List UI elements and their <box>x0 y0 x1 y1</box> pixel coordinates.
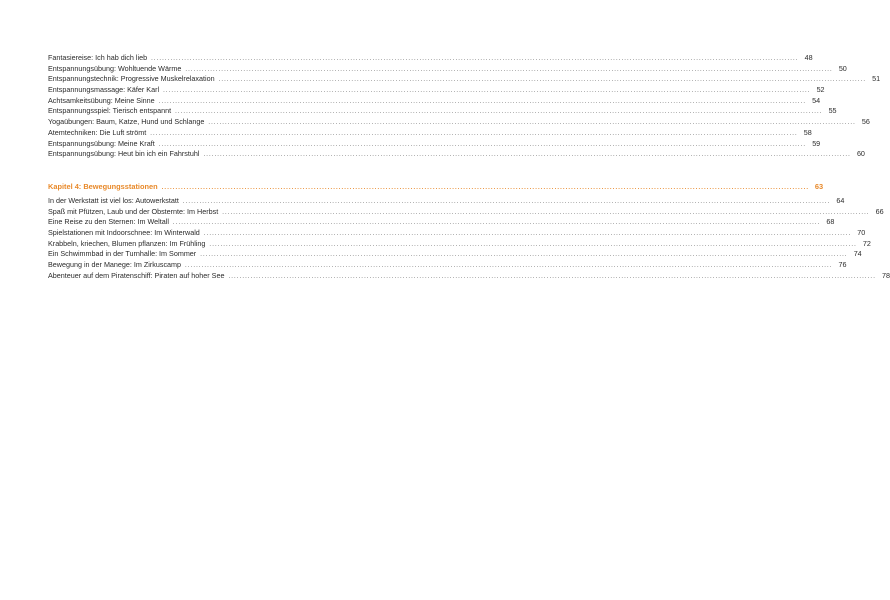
toc-entry-page: 68 <box>826 217 835 227</box>
toc-entry-page: 72 <box>862 238 871 248</box>
dot-leader: .......................................................................................................................................................................................................................................... <box>203 152 851 159</box>
toc-entry[interactable] <box>48 149 865 160</box>
toc-entry-title: Spielstationen mit Indoorschnee: Im Winterwald <box>48 228 200 238</box>
toc-entry-page: 56 <box>861 117 870 127</box>
toc-entry[interactable] <box>48 260 847 271</box>
dot-leader: .......................................................................................................................................................................................................................................... <box>163 88 811 95</box>
toc-entry[interactable] <box>48 95 821 107</box>
dot-leader: .......................................................................................................................................................................................................................................... <box>172 220 821 227</box>
dot-leader: .......................................................................................................................................................................................................................................... <box>209 241 857 248</box>
toc-entry-title: Ein Schwimmbad in der Turnhalle: Im Sommer <box>48 249 197 259</box>
toc-entry-page: 51 <box>872 74 881 84</box>
toc-entry-page: 78 <box>881 270 890 280</box>
toc-entry-title: Entspannungsmassage: Käfer Karl <box>48 85 160 95</box>
toc-entry[interactable] <box>48 127 812 139</box>
dot-leader: .......................................................................................................................................................................................................................................... <box>151 56 799 62</box>
toc-entry-page: 58 <box>803 127 812 137</box>
toc-entry-page: 59 <box>812 138 821 148</box>
toc-entry-title: Eine Reise zu den Sternen: Im Weltall <box>48 217 169 227</box>
toc-entry-page: 70 <box>857 228 866 238</box>
toc-section-movement <box>48 181 890 282</box>
toc-entry[interactable] <box>48 63 847 75</box>
toc-entry[interactable] <box>48 138 821 150</box>
dot-leader: .......................................................................................................................................................................................................................................... <box>185 263 833 270</box>
toc-entry-title: Krabbeln, kriechen, Blumen pflanzen: Im Frühling <box>48 238 206 248</box>
dot-leader: .......................................................................................................................................................................................................................................... <box>185 66 833 73</box>
toc-entry-page: 60 <box>856 149 865 159</box>
toc-entry-title: Yogaübungen: Baum, Katze, Hund und Schlange <box>48 117 205 127</box>
toc-entry[interactable] <box>48 228 866 239</box>
toc-entry-title: In der Werkstatt ist viel los: Autowerkstatt <box>48 196 179 205</box>
toc-entry-title: Entspannungstechnik: Progressive Muskelrelaxation <box>48 74 215 84</box>
toc-entry[interactable] <box>48 117 870 128</box>
toc-entry-page: 52 <box>816 85 825 95</box>
toc-entry-title: Abenteuer auf dem Piratenschiff: Piraten auf hoher See <box>48 270 225 280</box>
toc-entry[interactable] <box>48 196 845 207</box>
toc-entry-title: Fantasiereise: Ich hab dich lieb <box>48 53 148 62</box>
toc-entry[interactable] <box>48 53 813 64</box>
dot-leader: .......................................................................................................................................................................................................................................... <box>182 199 831 205</box>
toc-entry-title: Entspannungsübung: Heut bin ich ein Fahrstuhl <box>48 149 200 159</box>
toc-entry-page: 50 <box>838 63 847 73</box>
dot-leader: .......................................................................................................................................................................................................................................... <box>175 109 823 116</box>
dot-leader: .......................................................................................................................................................................................................................................... <box>203 231 852 238</box>
dot-leader: .......................................................................................................................................................................................................................................... <box>228 273 876 280</box>
toc-entry-page: 48 <box>804 53 813 62</box>
toc-entry-title: Achtsamkeitsübung: Meine Sinne <box>48 95 155 105</box>
toc-entry[interactable] <box>48 106 837 117</box>
dot-leader: .......................................................................................................................................................................................................................................... <box>150 130 798 137</box>
toc-entry-page: 74 <box>853 249 862 259</box>
toc-entry-title: Bewegung in der Manege: Im Zirkuscamp <box>48 260 182 270</box>
chapter-title: Kapitel 4: Bewegungsstationen <box>48 182 158 191</box>
dot-leader: .......................................................................................................................................................................................................................................... <box>158 98 807 105</box>
dot-leader: .......................................................................................................................................................................................................................................... <box>208 120 856 127</box>
toc-entry[interactable] <box>48 74 881 85</box>
toc-entry-title: Spaß mit Pfützen, Laub und der Obsternte: Im Herbst <box>48 206 219 216</box>
toc-entry[interactable] <box>48 217 835 228</box>
toc-entry-title: Entspannungsspiel: Tierisch entspannt <box>48 106 172 116</box>
toc-entry-page: 54 <box>812 95 821 105</box>
dot-leader: .......................................................................................................................................................................................................................................... <box>222 209 870 216</box>
toc-entry[interactable] <box>48 270 890 282</box>
toc-entry[interactable] <box>48 85 825 96</box>
toc-entry-page: 66 <box>875 206 884 216</box>
toc-entry-title: Entspannungsübung: Wohltuende Wärme <box>48 63 182 73</box>
dot-leader: .......................................................................................................................................................................................................................................... <box>200 252 848 259</box>
dot-leader: .......................................................................................................................................................................................................................................... <box>161 185 810 191</box>
toc-entry[interactable] <box>48 206 884 218</box>
toc-entry[interactable] <box>48 238 871 250</box>
dot-leader: .......................................................................................................................................................................................................................................... <box>218 77 867 84</box>
toc-entry-page: 55 <box>828 106 837 116</box>
toc-entry-page: 76 <box>838 260 847 270</box>
toc-entry-page: 64 <box>836 196 845 205</box>
chapter-page: 63 <box>814 182 824 191</box>
toc-entry-title: Atemtechniken: Die Luft strömt <box>48 127 147 137</box>
chapter-heading[interactable] <box>48 181 824 193</box>
toc-section-relaxation <box>48 53 881 160</box>
toc-entry[interactable] <box>48 249 862 260</box>
dot-leader: .......................................................................................................................................................................................................................................... <box>158 141 807 148</box>
toc-entry-title: Entspannungsübung: Meine Kraft <box>48 138 155 148</box>
